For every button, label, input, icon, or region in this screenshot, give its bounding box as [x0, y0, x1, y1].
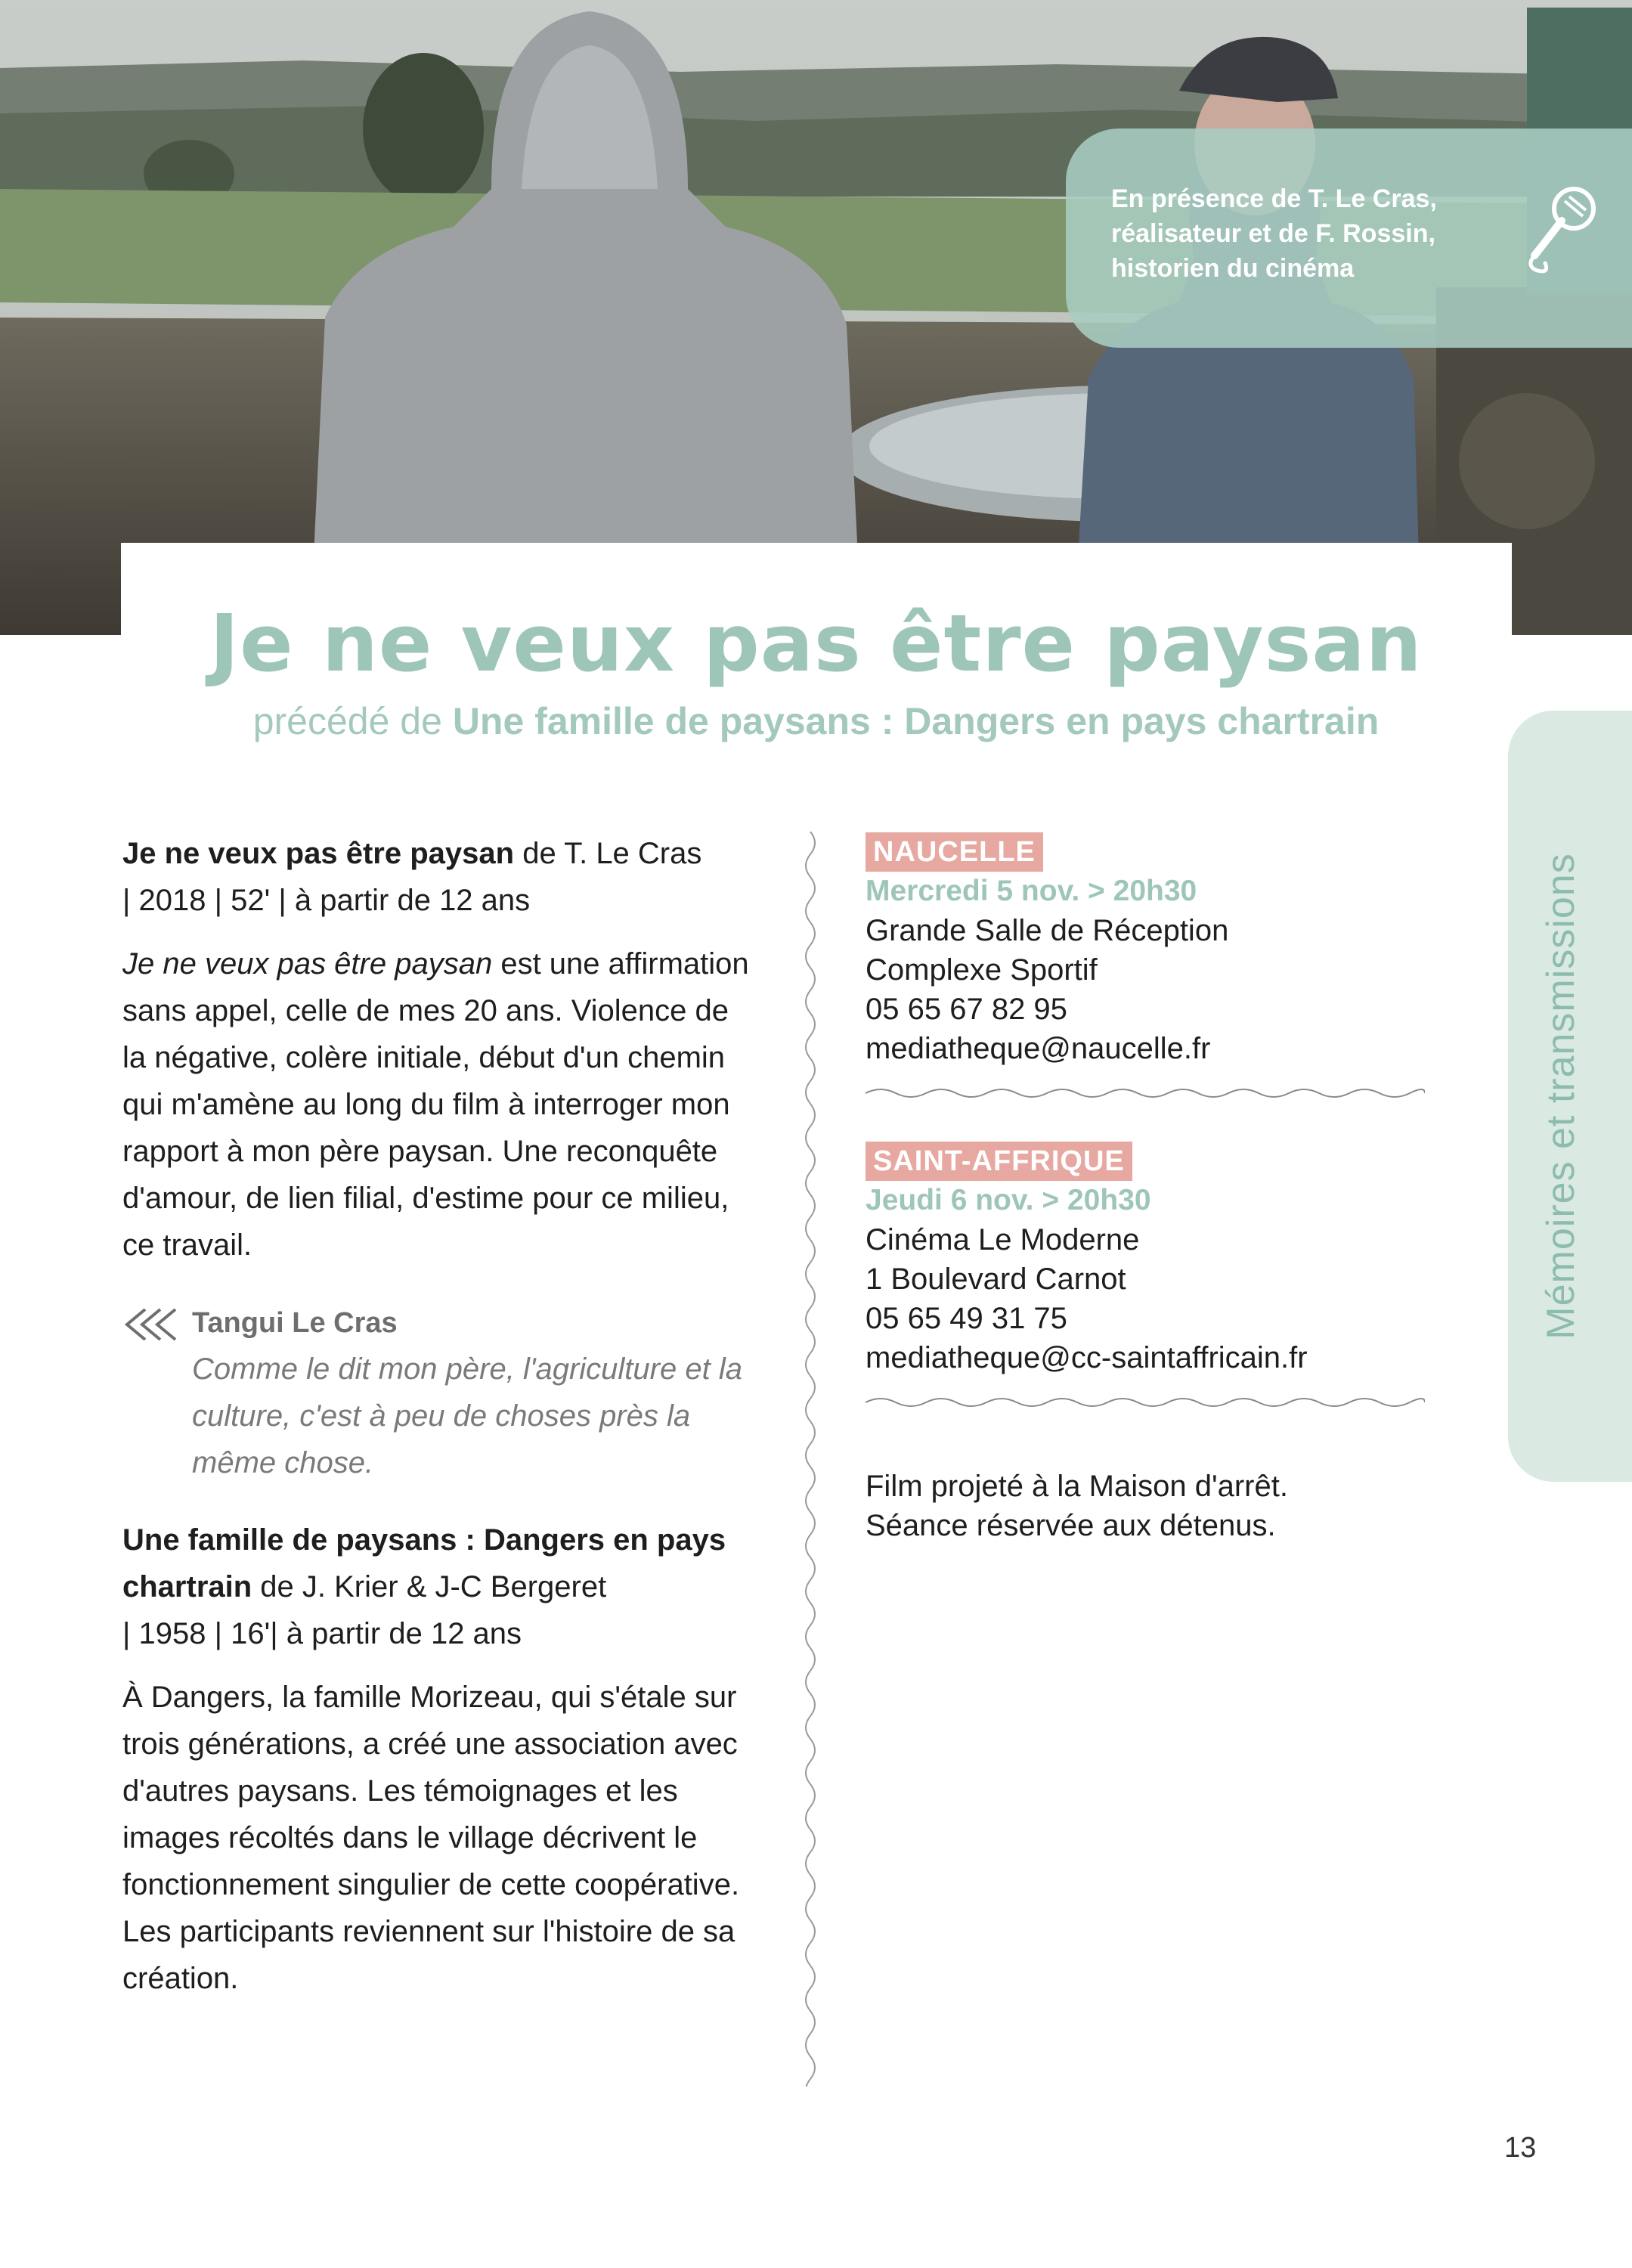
venue-phone: 05 65 49 31 75 [866, 1302, 1067, 1335]
film2-description: À Dangers, la famille Morizeau, qui s'étale sur trois générations, a créé une association avec d'autres paysans. Les témoignages et les images récoltés dans le village décrivent le fonctionnement singulier de cette coopérative. Les participants reviennent sur l'histoire de sa création. [122, 1681, 740, 1995]
screening-date: Mercredi 5 nov. > 20h30 [866, 875, 1197, 907]
presence-text: En présence de T. Le Cras, réalisateur et de F. Rossin, historien du cinéma [1111, 184, 1437, 283]
subtitle-title: Une famille de paysans : Dangers en pays chartrain [452, 700, 1380, 742]
film1-credit: de T. Le Cras [522, 837, 702, 870]
venue-email[interactable]: mediatheque@naucelle.fr [866, 1032, 1211, 1065]
film1-heading [122, 830, 750, 877]
quote-author: Tangui Le Cras [192, 1307, 398, 1339]
film1-title: Je ne veux pas être paysan [122, 837, 515, 870]
venue-name: Grande Salle de Réception [866, 914, 1229, 947]
prison-note-line2: Séance réservée aux détenus. [866, 1509, 1276, 1542]
section-label: Mémoires et transmissions [1539, 853, 1583, 1340]
prison-note-line1: Film projeté à la Maison d'arrêt. [866, 1470, 1288, 1503]
prison-note [866, 1467, 1455, 1545]
quote-block [122, 1300, 750, 1486]
venue-name: Cinéma Le Moderne [866, 1223, 1140, 1256]
page-title: Je ne veux pas être paysan [209, 597, 1423, 689]
venue-phone: 05 65 67 82 95 [866, 993, 1067, 1026]
quote-chevron-icon [122, 1306, 184, 1343]
quote-text: Comme le dit mon père, l'agriculture et la culture, c'est à peu de choses près la même chose. [192, 1352, 742, 1479]
city-badge: NAUCELLE [866, 832, 1043, 872]
film1-meta: | 2018 | 52' | à partir de 12 ans [122, 884, 531, 917]
film2-title: Une famille de paysans : Dangers en pays chartrain [122, 1523, 726, 1603]
page-subtitle [0, 699, 1632, 743]
film1-desc-title: Je ne veux pas être paysan [122, 947, 493, 981]
screening-naucelle [866, 832, 1455, 1105]
venue-address: Complexe Sportif [866, 953, 1098, 987]
page-number: 13 [1504, 2132, 1537, 2164]
film-descriptions [122, 830, 750, 2002]
wave-divider [866, 1391, 1425, 1414]
film1-desc-rest: est une affirmation sans appel, celle de mes 20 ans. Violence de la négative, colère initiale, début d'un chemin qui m'amène au long du film à interroger mon rapport à mon père paysan. Une reconquête d'amour, de lien filial, d'estime pour ce milieu, ce travail. [122, 947, 749, 1262]
film2-credit: de J. Krier & J-C Bergeret [260, 1570, 607, 1603]
screenings-column [866, 832, 1455, 1545]
screening-date: Jeudi 6 nov. > 20h30 [866, 1184, 1151, 1216]
city-badge: SAINT-AFFRIQUE [866, 1142, 1132, 1181]
film1-description [122, 940, 750, 1269]
microphone-icon [1519, 181, 1603, 280]
venue-address: 1 Boulevard Carnot [866, 1263, 1126, 1296]
film2-heading [122, 1517, 750, 1610]
film2-meta: | 1958 | 16'| à partir de 12 ans [122, 1617, 522, 1650]
column-separator [795, 832, 825, 2087]
subtitle-prefix: précédé de [252, 700, 442, 742]
presence-box [1066, 129, 1632, 348]
screening-saint-affrique [866, 1141, 1455, 1414]
wave-divider [866, 1082, 1425, 1105]
venue-email[interactable]: mediatheque@cc-saintaffricain.fr [866, 1341, 1308, 1374]
